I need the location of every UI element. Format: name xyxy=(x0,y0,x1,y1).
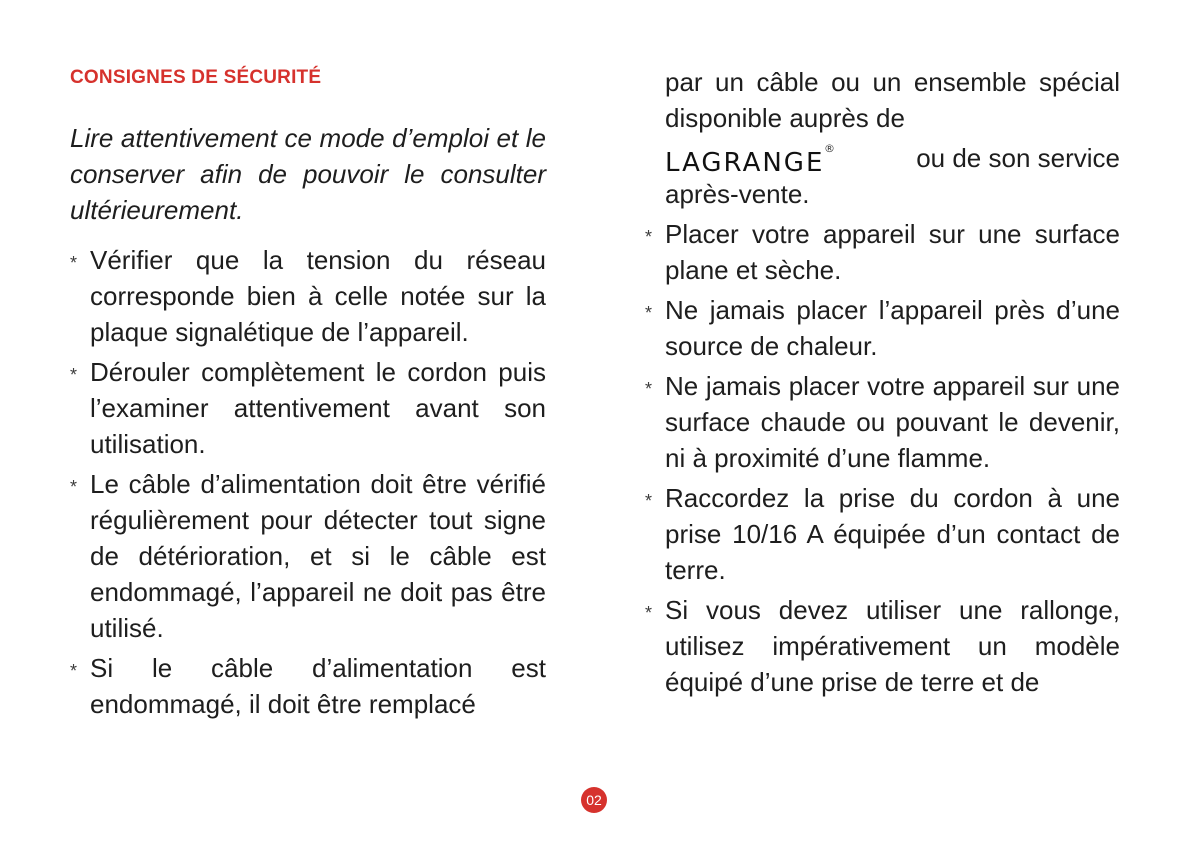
list-item xyxy=(645,368,1120,476)
registered-mark: ® xyxy=(824,142,835,155)
list-item-text: Si vous devez utiliser une rallonge, utilisez impérativement un modèle équipé d’une prise de terre et de xyxy=(665,595,1120,697)
list-item xyxy=(645,216,1120,288)
asterisk-bullet-icon: * xyxy=(70,477,78,497)
safety-list-right xyxy=(645,216,1120,704)
list-item-text: Vérifier que la tension du réseau corresponde bien à celle notée sur la plaque signalétique de l’appareil. xyxy=(90,245,546,347)
asterisk-bullet-icon: * xyxy=(645,491,653,511)
list-item-text: Dérouler complètement le cordon puis l’examiner attentivement avant son utilisation. xyxy=(90,357,546,459)
intro-text: Lire attentivement ce mode d’emploi et le conserver afin de pouvoir le consulter ultérieurement. xyxy=(70,123,546,225)
asterisk-bullet-icon: * xyxy=(70,365,78,385)
asterisk-bullet-icon: * xyxy=(645,603,653,623)
list-item-text: Raccordez la prise du cordon à une prise 10/16 A équipée d’un contact de terre. xyxy=(665,483,1120,585)
list-item-text: Placer votre appareil sur une surface plane et sèche. xyxy=(665,219,1120,285)
list-item xyxy=(645,480,1120,588)
asterisk-bullet-icon: * xyxy=(645,227,653,247)
brand-logo: LAGRANGE ® xyxy=(665,150,824,176)
list-item-text: Le câble d’alimentation doit être vérifié régulièrement pour détecter tout signe de détérioration, et si le câble est endommagé, l’appareil ne doit pas être utilisé. xyxy=(90,469,546,643)
list-item xyxy=(645,292,1120,364)
continued-paragraph xyxy=(665,64,1120,212)
list-item xyxy=(70,354,546,462)
asterisk-bullet-icon: * xyxy=(70,661,78,681)
continuation-text: par un câble ou un ensemble spécial disponible auprès de xyxy=(665,67,1120,133)
list-item xyxy=(70,242,546,350)
list-item xyxy=(645,592,1120,700)
safety-list-left xyxy=(70,242,546,726)
section-title: CONSIGNES DE SÉCURITÉ xyxy=(70,67,322,88)
asterisk-bullet-icon: * xyxy=(645,379,653,399)
asterisk-bullet-icon: * xyxy=(70,253,78,273)
brand-line xyxy=(665,136,1120,176)
list-item-text: Ne jamais placer votre appareil sur une surface chaude ou pouvant le devenir, ni à proximité d’une flamme. xyxy=(665,371,1120,473)
list-item-text: Ne jamais placer l’appareil près d’une source de chaleur. xyxy=(665,295,1120,361)
list-item xyxy=(70,466,546,646)
continuation-text: ou de son service xyxy=(916,143,1120,173)
list-item-text: Si le câble d’alimentation est endommagé, il doit être remplacé xyxy=(90,653,546,719)
continuation-text: après-vente. xyxy=(665,179,810,209)
asterisk-bullet-icon: * xyxy=(645,303,653,323)
page-number-badge: 02 xyxy=(581,787,607,813)
list-item xyxy=(70,650,546,722)
